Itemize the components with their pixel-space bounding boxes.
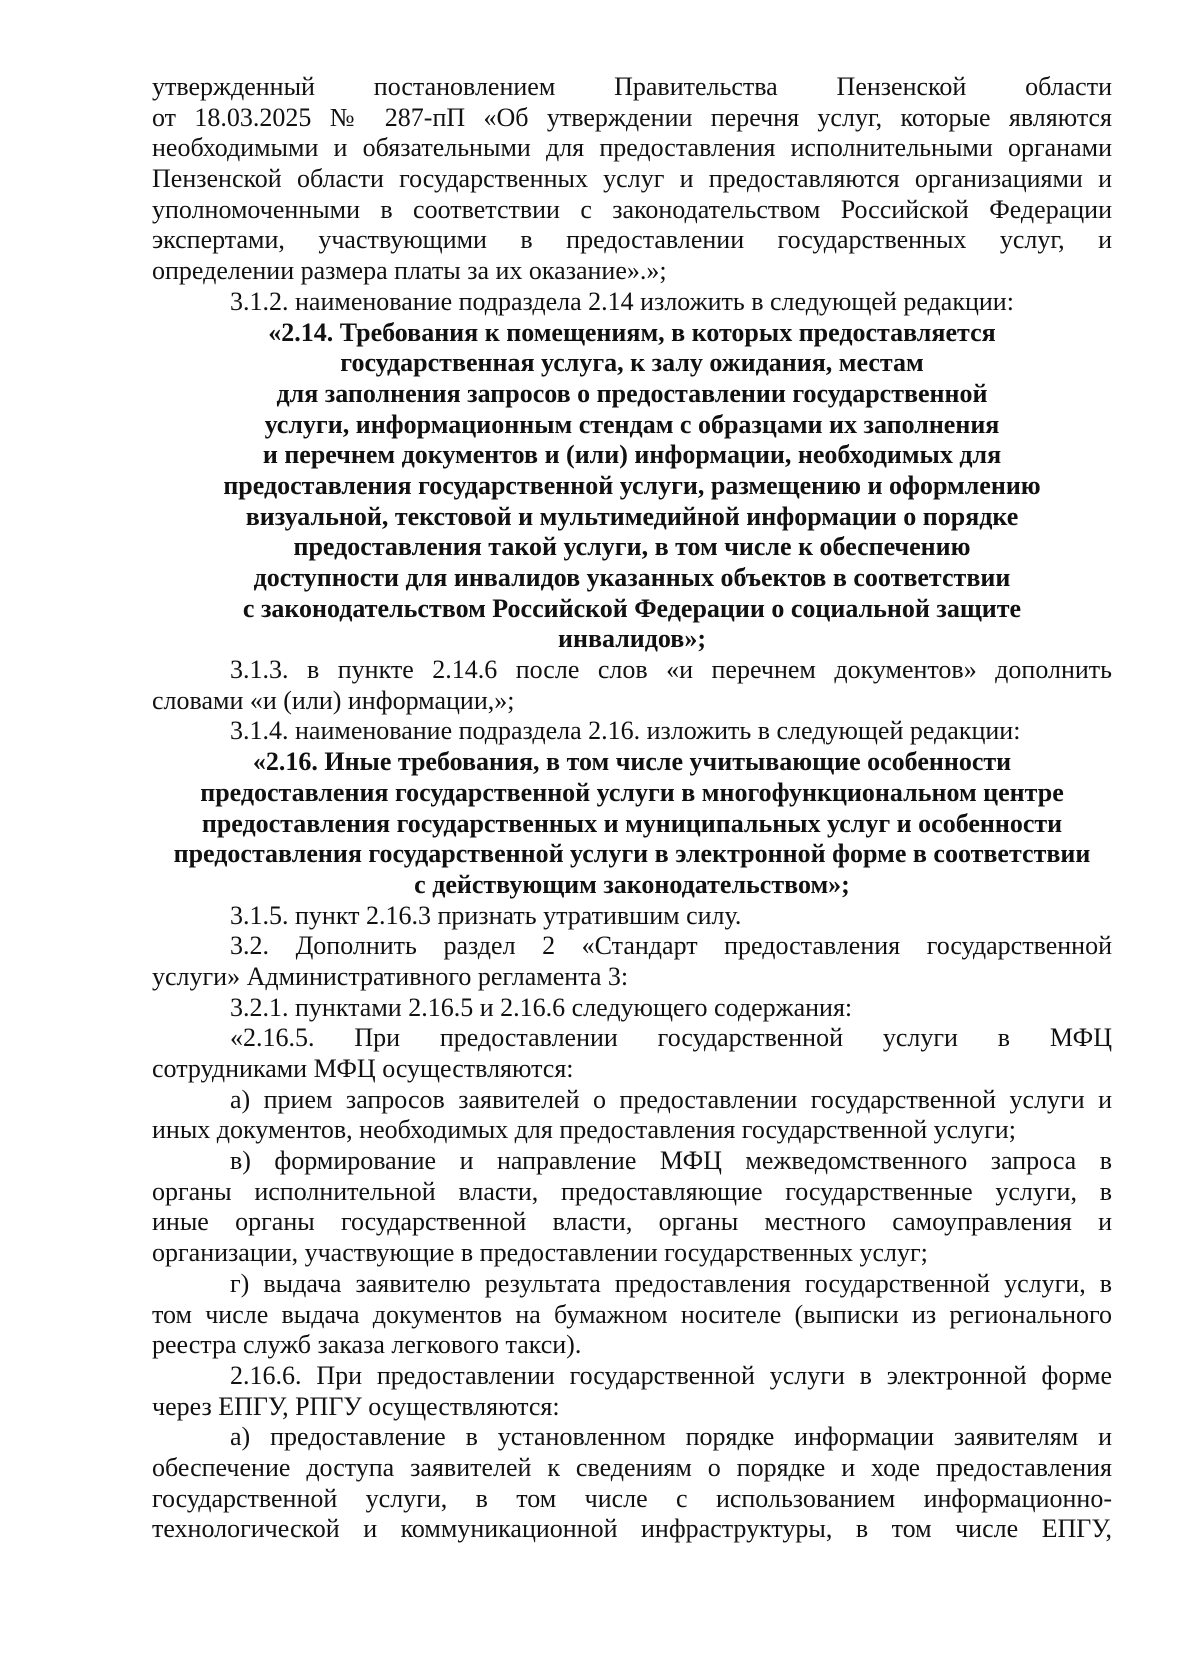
heading-line: предоставления государственной услуги в электронной форме в соответствии <box>173 839 1091 869</box>
heading-line: государственная услуга, к залу ожидания, местам <box>340 348 924 378</box>
text-line: определении размера платы за их оказание».»; <box>152 256 667 286</box>
text-line: 3.1.3. в пункте 2.14.6 после слов «и перечнем документов» дополнить <box>230 655 1112 685</box>
text-line: 2.16.6. При предоставлении государственной услуги в электронной форме <box>230 1360 1112 1390</box>
text-line: 3.2.1. пунктами 2.16.5 и 2.16.6 следующего содержания: <box>230 992 853 1022</box>
text-line: 3.1.4. наименование подраздела 2.16. изложить в следующей редакции: <box>230 716 1021 746</box>
text-line: уполномоченными в соответствии с законодательством Российской Федерации <box>152 194 1112 224</box>
text-line: организации, участвующие в предоставлении государственных услуг; <box>152 1238 928 1268</box>
heading-line: предоставления государственной услуги, размещению и оформлению <box>223 470 1041 500</box>
text-line: иных документов, необходимых для предоставления государственной услуги; <box>152 1115 1016 1145</box>
heading-line: доступности для инвалидов указанных объектов в соответствии <box>253 563 1011 592</box>
text-line: в) формирование и направление МФЦ межведомственного запроса в <box>230 1146 1112 1176</box>
heading-line: инвалидов»; <box>557 624 706 654</box>
text-line: услуги» Административного регламента 3: <box>152 961 629 991</box>
text-line: а) прием запросов заявителей о предоставлении государственной услуги и <box>230 1084 1112 1114</box>
text-line: обеспечение доступа заявителей к сведениям о порядке и ходе предоставления <box>152 1452 1112 1482</box>
text-line: 3.1.2. наименование подраздела 2.14 изложить в следующей редакции: <box>230 286 1014 316</box>
heading-line: для заполнения запросов о предоставлении государственной <box>276 378 988 408</box>
heading-line: услуги, информационным стендам с образцами их заполнения <box>264 409 1000 439</box>
text-line: словами «и (или) информации,»; <box>152 685 515 715</box>
text-line: от 18.03.2025 № 287-пП «Об утверждении перечня услуг, которые являются <box>152 102 1112 132</box>
text-line: том числе выдача документов на бумажном носителе (выписки из регионального <box>152 1299 1112 1329</box>
text-line: г) выдача заявителю результата предоставления государственной услуги, в <box>230 1268 1112 1298</box>
text-line: 3.1.5. пункт 2.16.3 признать утратившим силу. <box>230 900 742 930</box>
heading-line: «2.14. Требования к помещениям, в которых предоставляется <box>268 317 996 347</box>
heading-line: с законодательством Российской Федерации о социальной защите <box>242 593 1022 623</box>
text-line: экспертами, участвующими в предоставлении государственных услуг, и <box>152 225 1112 255</box>
text-line: государственной услуги, в том числе с использованием информационно- <box>152 1483 1112 1513</box>
text-line: иные органы государственной власти, органы местного самоуправления и <box>152 1207 1112 1237</box>
text-line: через ЕПГУ, РПГУ осуществляются: <box>152 1391 560 1421</box>
heading-line: предоставления государственной услуги в многофункциональном центре <box>200 777 1064 807</box>
heading-line: и перечнем документов и (или) информации, необходимых для <box>262 440 1002 470</box>
text-line: сотрудниками МФЦ осуществляются: <box>152 1054 574 1083</box>
heading-line: с действующим законодательством»; <box>414 869 850 899</box>
text-line: органы исполнительной власти, предоставляющие государственные услуги, в <box>152 1176 1112 1206</box>
document-body <box>152 72 1112 1545</box>
text-line: утвержденный постановлением Правительства Пензенской области <box>152 72 1112 101</box>
text-line: технологической и коммуникационной инфраструктуры, в том числе ЕПГУ, <box>152 1514 1112 1544</box>
text-line: 3.2. Дополнить раздел 2 «Стандарт предоставления государственной <box>230 931 1112 961</box>
heading-line: предоставления государственных и муниципальных услуг и особенности <box>201 808 1063 838</box>
text-line: а) предоставление в установленном порядке информации заявителям и <box>230 1422 1112 1452</box>
text-line: необходимыми и обязательными для предоставления исполнительными органами <box>152 133 1112 163</box>
text-line: реестра служб заказа легкового такси). <box>152 1330 582 1360</box>
text-line: «2.16.5. При предоставлении государственной услуги в МФЦ <box>230 1023 1112 1053</box>
heading-line: визуальной, текстовой и мультимедийной информации о порядке <box>245 501 1019 531</box>
text-line: Пензенской области государственных услуг и предоставляются организациями и <box>152 164 1112 194</box>
heading-line: «2.16. Иные требования, в том числе учитывающие особенности <box>252 747 1012 777</box>
heading-line: предоставления такой услуги, в том числе к обеспечению <box>293 532 971 562</box>
